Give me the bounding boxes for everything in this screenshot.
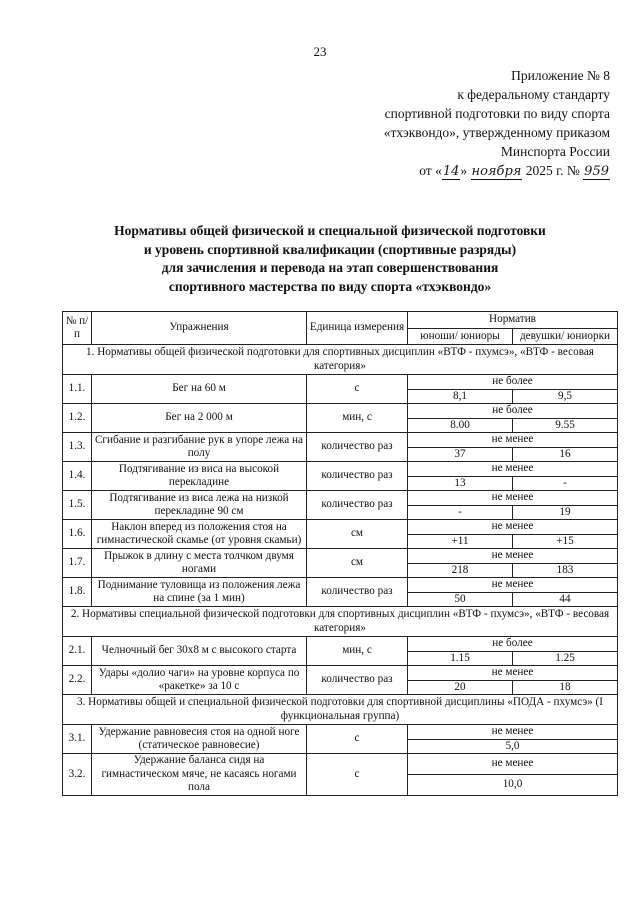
exercise-name: Бег на 60 м (92, 375, 307, 404)
header-unit: Единица измерения (307, 312, 408, 345)
section-row (63, 695, 618, 725)
row-number: 3.2. (63, 754, 92, 796)
table-row (63, 404, 618, 419)
appendix-block (310, 66, 610, 180)
table-row (63, 462, 618, 477)
table-row (63, 520, 618, 535)
appendix-line: Минспорта России (500, 144, 610, 159)
exercise-name: Челночный бег 30х8 м с высокого старта (92, 637, 307, 666)
norm-value: 10,0 (408, 774, 618, 795)
section-title: 3. Нормативы общей и специальной физической подготовки для спортивной дисциплины «ПОДА - пхумсэ» (I функциональная группа) (63, 695, 618, 725)
norm-condition: не менее (408, 754, 618, 775)
norm-value: 5,0 (408, 739, 618, 754)
handwritten-order-number: 959 (584, 164, 609, 179)
norm-value-boys: - (408, 505, 513, 520)
page-number: 23 (313, 44, 327, 59)
norm-condition: не менее (408, 666, 618, 681)
norm-value-boys: 50 (408, 592, 513, 607)
table-row (63, 578, 618, 593)
appendix-line: спортивной подготовки по виду спорта (384, 106, 610, 121)
unit-cell: с (307, 754, 408, 796)
norm-condition: не менее (408, 578, 618, 593)
norm-value-girls: - (513, 476, 618, 491)
norm-condition: не менее (408, 725, 618, 740)
document-title: Нормативы общей физической и специальной физической подготовки и уровень спортивной квалификации (спортивные разряды) для зачисления и перевода на этап совершенствования спортивного мастерства по виду спорта «тхэквондо» (114, 223, 546, 294)
row-number: 2.1. (63, 637, 92, 666)
header-boys: юноши/ юниоры (408, 328, 513, 345)
exercise-name: Наклон вперед из положения стоя на гимнастической скамье (от уровня скамьи) (92, 520, 307, 549)
unit-cell: см (307, 549, 408, 578)
norm-value-girls: 18 (513, 680, 618, 695)
norm-condition: не менее (408, 462, 618, 477)
norm-value-girls: +15 (513, 534, 618, 549)
section-row (63, 607, 618, 637)
row-number: 1.6. (63, 520, 92, 549)
norm-value-girls: 9.55 (513, 418, 618, 433)
unit-cell: см (307, 520, 408, 549)
exercise-name: Подтягивание из виса лежа на низкой перекладине 90 см (92, 491, 307, 520)
row-number: 3.1. (63, 725, 92, 754)
appendix-line: Приложение № 8 (511, 68, 610, 83)
exercise-name: Бег на 2 000 м (92, 404, 307, 433)
norm-value-girls: 9,5 (513, 389, 618, 404)
row-number: 2.2. (63, 666, 92, 695)
row-number: 1.7. (63, 549, 92, 578)
norm-value-girls: 183 (513, 563, 618, 578)
unit-cell: количество раз (307, 491, 408, 520)
table-row (63, 433, 618, 448)
standards-table (62, 311, 618, 796)
header-norm: Норматив (408, 312, 618, 329)
norm-value-boys: 13 (408, 476, 513, 491)
norm-value-girls: 1.25 (513, 651, 618, 666)
row-number: 1.2. (63, 404, 92, 433)
exercise-name: Удержание равновесия стоя на одной ноге (статическое равновесие) (92, 725, 307, 754)
table-row (63, 375, 618, 390)
unit-cell: количество раз (307, 666, 408, 695)
row-number: 1.8. (63, 578, 92, 607)
handwritten-day: 14 (442, 164, 460, 179)
norm-condition: не менее (408, 520, 618, 535)
norm-condition: не более (408, 375, 618, 390)
table-header-row (63, 312, 618, 329)
norm-value-boys: 218 (408, 563, 513, 578)
exercise-name: Подтягивание из виса на высокой перекладине (92, 462, 307, 491)
norm-value-boys: +11 (408, 534, 513, 549)
appendix-line: «тхэквондо», утвержденному приказом (383, 125, 610, 140)
norm-condition: не более (408, 637, 618, 652)
norm-value-girls: 16 (513, 447, 618, 462)
exercise-name: Поднимание туловища из положения лежа на спине (за 1 мин) (92, 578, 307, 607)
row-number: 1.4. (63, 462, 92, 491)
norm-value-boys: 8.00 (408, 418, 513, 433)
order-date-line: от «14» ноября 2025 г. № 959 (419, 163, 609, 179)
table-row (63, 754, 618, 775)
norm-value-boys: 37 (408, 447, 513, 462)
section-title: 1. Нормативы общей физической подготовки для спортивных дисциплин «ВТФ - пхумсэ», «ВТФ - весовая категория» (63, 345, 618, 375)
unit-cell: количество раз (307, 462, 408, 491)
unit-cell: количество раз (307, 433, 408, 462)
section-title: 2. Нормативы специальной физической подготовки для спортивных дисциплин «ВТФ - пхумсэ», «ВТФ - весовая категория» (63, 607, 618, 637)
table-row (63, 637, 618, 652)
exercise-name: Сгибание и разгибание рук в упоре лежа на полу (92, 433, 307, 462)
appendix-line: к федеральному стандарту (457, 87, 610, 102)
unit-cell: с (307, 375, 408, 404)
norm-value-girls: 19 (513, 505, 618, 520)
section-row (63, 345, 618, 375)
norm-condition: не более (408, 404, 618, 419)
table-row (63, 666, 618, 681)
exercise-name: Прыжок в длину с места толчком двумя ногами (92, 549, 307, 578)
norm-value-boys: 8,1 (408, 389, 513, 404)
unit-cell: с (307, 725, 408, 754)
table-body (63, 345, 618, 796)
row-number: 1.5. (63, 491, 92, 520)
norm-value-boys: 20 (408, 680, 513, 695)
table-row (63, 725, 618, 740)
norm-condition: не менее (408, 433, 618, 448)
norm-value-girls: 44 (513, 592, 618, 607)
norm-condition: не менее (408, 491, 618, 506)
table-row (63, 491, 618, 506)
exercise-name: Удары «долио чаги» на уровне корпуса по «ракетке» за 10 с (92, 666, 307, 695)
unit-cell: мин, с (307, 637, 408, 666)
row-number: 1.1. (63, 375, 92, 404)
unit-cell: количество раз (307, 578, 408, 607)
table-row (63, 549, 618, 564)
handwritten-month: ноября (471, 164, 522, 179)
row-number: 1.3. (63, 433, 92, 462)
norm-condition: не менее (408, 549, 618, 564)
header-num: № п/п (63, 312, 92, 345)
unit-cell: мин, с (307, 404, 408, 433)
norm-value-boys: 1.15 (408, 651, 513, 666)
header-girls: девушки/ юниорки (513, 328, 618, 345)
header-exercise: Упражнения (92, 312, 307, 345)
exercise-name: Удержание баланса сидя на гимнастическом мяче, не касаясь ногами пола (92, 754, 307, 796)
